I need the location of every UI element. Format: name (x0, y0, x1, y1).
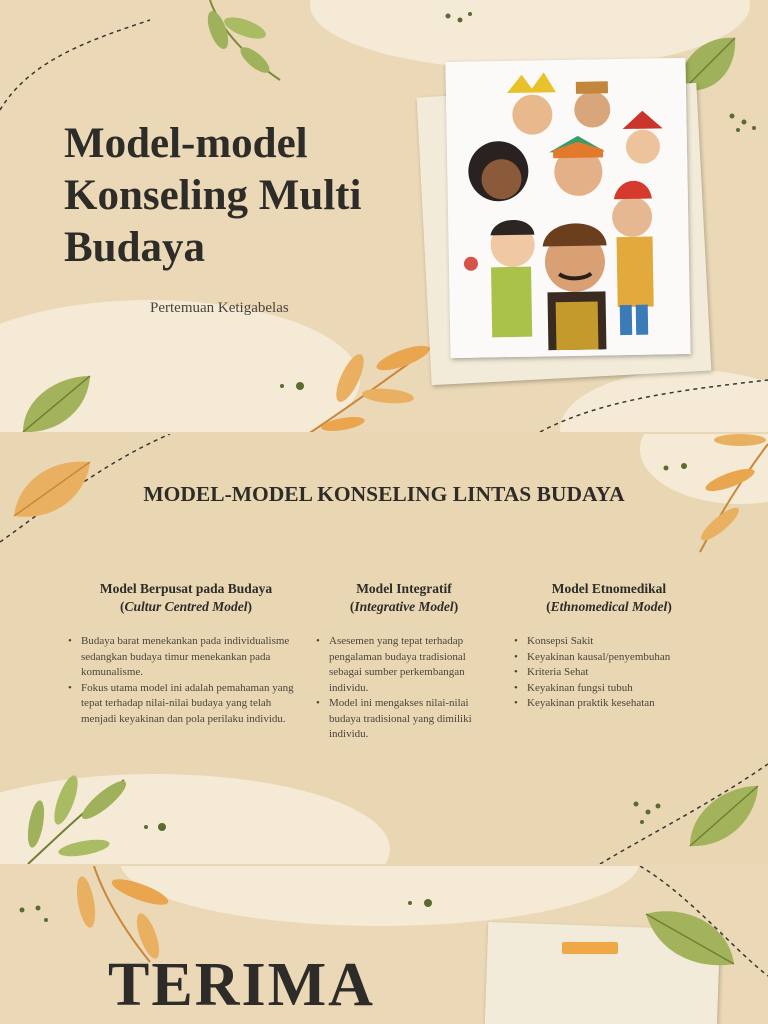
model-column-integrative (316, 580, 492, 743)
closing-title: TERIMA (108, 951, 375, 1019)
list-item: • Kriteria Sehat (527, 665, 704, 681)
column-heading: Model Etnomedikal (Ethnomedical Model) (546, 581, 672, 614)
orange-leaf-branch-icon (308, 338, 438, 432)
tape-decoration (562, 942, 618, 954)
slide-heading: MODEL-MODEL KONSELING LINTAS BUDAYA (143, 482, 625, 506)
column-heading-text: Model Berpusat pada Budaya (99, 581, 273, 596)
dots-decoration (660, 462, 700, 482)
slide-title-text: Model-model Konseling Multi Budaya (64, 120, 362, 271)
bullet-list (68, 634, 304, 727)
slide-closing (0, 866, 768, 1024)
column-heading-text: Model Etnomedikal (551, 581, 667, 596)
green-leaf-branch-icon (14, 770, 134, 864)
list-item: • Keyakinan fungsi tubuh (527, 681, 704, 697)
list-item: • Budaya barat menekankan pada individualisme sedangkan budaya timur menekankan pada komunalisme. (81, 634, 304, 681)
cartoon-people-illustration (452, 64, 685, 352)
dots-decoration (140, 820, 176, 834)
list-item: • Keyakinan praktik kesehatan (527, 696, 704, 712)
column-heading: Model Berpusat pada Budaya (Cultur Centred Model) (99, 581, 273, 614)
dots-decoration (630, 798, 670, 828)
dots-decoration (440, 8, 480, 28)
green-leaf-icon (686, 780, 762, 852)
green-leaf-icon (642, 904, 738, 974)
slide-subtitle: Pertemuan Ketigabelas (150, 300, 289, 316)
column-heading: Model Integratif (Integrative Model) (349, 581, 459, 614)
slide-title (0, 0, 768, 432)
slide-models (0, 434, 768, 864)
list-item: • Fokus utama model ini adalah pemahaman yang tepat terhadap nilai-nilai budaya yang telah menjadi keyakinan dan pola perilaku individu. (81, 681, 304, 728)
column-heading-italic: Cultur Centred Model (124, 599, 248, 614)
list-item: • Asesemen yang tepat terhadap pengalaman budaya tradisional sebagai sumber perkembangan individu. (329, 634, 492, 696)
dots-decoration (724, 108, 764, 136)
green-leaf-icon (18, 368, 98, 432)
model-column-ethnomedical (514, 580, 704, 712)
bullet-list (514, 634, 704, 712)
bullet-list (316, 634, 492, 743)
dots-decoration (276, 378, 316, 394)
green-leaf-branch-icon (190, 0, 290, 90)
dots-decoration (404, 896, 440, 910)
list-item: • Model ini mengakses nilai-nilai budaya tradisional yang dimiliki individu. (329, 696, 492, 743)
dots-decoration (16, 902, 56, 926)
list-item: • Konsepsi Sakit (527, 634, 704, 650)
column-heading-italic: Integrative Model (354, 599, 454, 614)
multicultural-characters-image (445, 58, 690, 358)
model-column-culture-centred (68, 580, 304, 727)
column-heading-italic: Ethnomedical Model (550, 599, 668, 614)
list-item: • Keyakinan kausal/penyembuhan (527, 650, 704, 666)
column-heading-text: Model Integratif (356, 581, 452, 596)
